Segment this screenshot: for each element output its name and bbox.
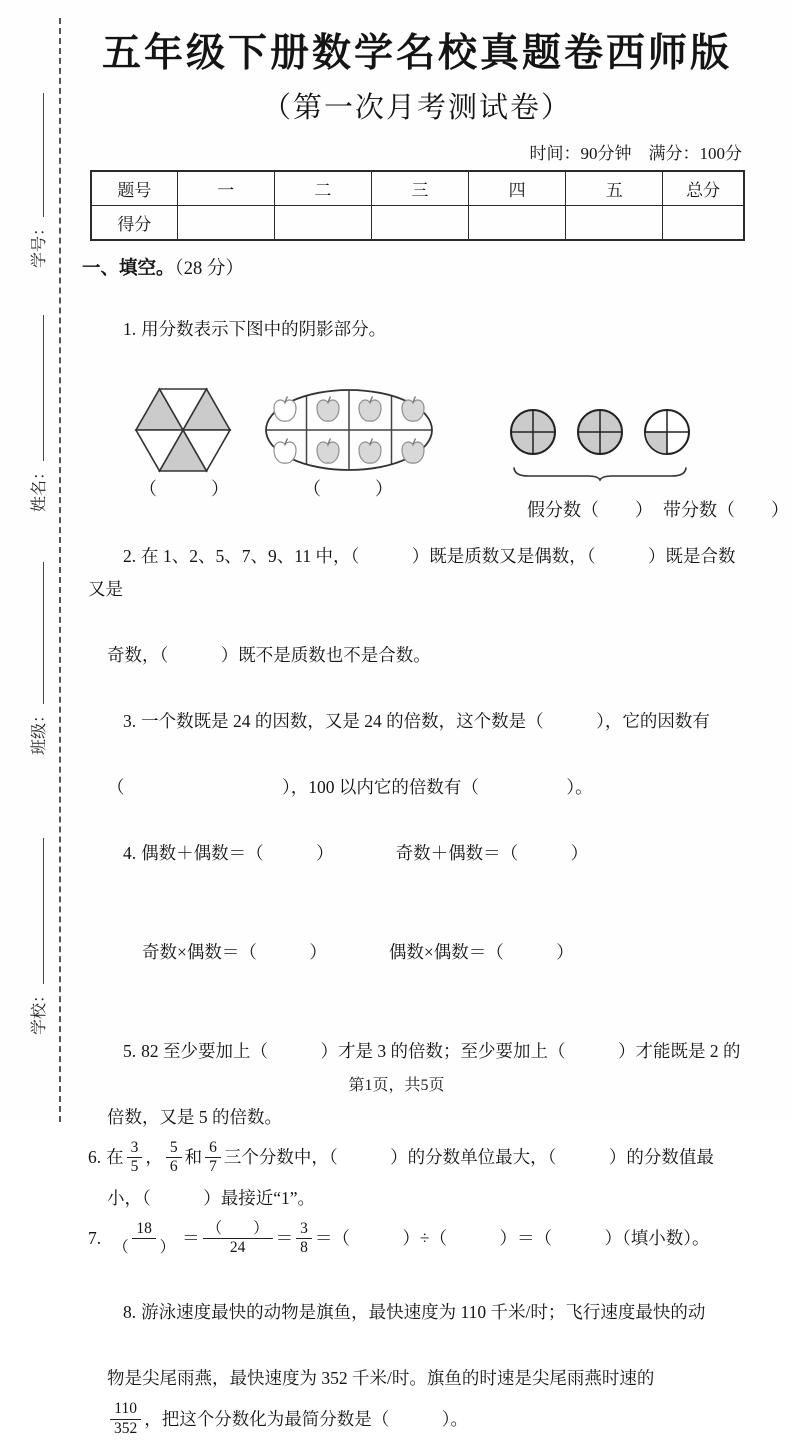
question-5 — [88, 1002, 746, 1134]
fraction-6-7: $\frac{6}{7}$ — [205, 1139, 221, 1177]
student-id-field — [26, 93, 49, 268]
circles-answer-blanks — [482, 475, 789, 543]
improper-fraction-blank: 假分数（ ） — [527, 499, 653, 520]
section-1-heading-score: （28 分） — [174, 258, 244, 279]
school-field — [26, 838, 49, 1035]
question-3-line2: （ ），100 以内它的倍数有（ ）。 — [107, 776, 593, 797]
score-header-part-1: 一 — [177, 171, 274, 206]
question-3-line1: 一个数既是 24 的因数，又是 24 的倍数，这个数是（ ），它的因数有 — [141, 710, 710, 731]
student-id-blank-line — [38, 93, 44, 217]
question-6-pre: 在 — [106, 1147, 124, 1168]
score-cell-1 — [177, 205, 274, 240]
question-4-number: 4. — [123, 842, 137, 863]
school-blank-line — [38, 838, 44, 984]
fraction-5-6: $\frac{5}{6}$ — [166, 1139, 182, 1177]
score-header-total: 总分 — [663, 171, 744, 206]
question-6 — [88, 1134, 746, 1215]
question-8-line1: 游泳速度最快的动物是旗鱼，最快速度为 110 千米/时；飞行速度最快的动 — [141, 1301, 706, 1322]
question-5-number: 5. — [123, 1040, 137, 1061]
question-2-number: 2. — [123, 545, 137, 566]
fold-dashed-line — [59, 18, 61, 1122]
section-1-heading — [82, 254, 746, 280]
student-id-label: 学号： — [31, 219, 48, 268]
score-header-part-5: 五 — [566, 171, 663, 206]
score-header-part-3: 三 — [371, 171, 468, 206]
score-table — [90, 170, 745, 241]
time-and-score-info: 时间：90分钟 满分：100分 — [529, 143, 742, 163]
student-name-blank-line — [38, 315, 44, 461]
score-cell-5 — [566, 205, 663, 240]
question-6-line1-rest: 三个分数中，（ ）的分数单位最大，（ ）的分数值最 — [223, 1147, 714, 1168]
fraction-3-5: $\frac{3}{5}$ — [127, 1139, 143, 1177]
fraction-3-8: $\frac{3}{8}$ — [296, 1220, 312, 1258]
question-6-sep2: 和 — [184, 1147, 203, 1168]
student-name-label: 姓名： — [31, 463, 48, 512]
score-cell-4 — [469, 205, 566, 240]
question-6-number: 6. — [88, 1147, 102, 1168]
question-2-line2: 奇数，（ ）既不是质数也不是合数。 — [107, 644, 431, 665]
quartered-circles-figure — [509, 407, 691, 457]
apple-ellipse-fraction-figure — [264, 388, 434, 472]
question-5-line2: 倍数，又是 5 的倍数。 — [107, 1106, 282, 1127]
question-1-figures — [88, 383, 789, 520]
question-8-number: 8. — [123, 1301, 137, 1322]
class-blank-line — [38, 562, 44, 704]
question-4-line1b: 奇数＋偶数＝（ ） — [395, 842, 589, 863]
question-7-eq1: ＝ — [182, 1228, 200, 1249]
paper-title: 五年级下册数学名校真题卷西师版 — [101, 32, 732, 75]
question-8-line2: 物是尖尾雨燕，最快速度为 352 千米/时。旗鱼的时速是尖尾雨燕时速的 — [107, 1367, 655, 1388]
question-8 — [88, 1263, 746, 1443]
question-1-number: 1. — [123, 318, 137, 339]
hexagon-fraction-figure — [134, 387, 232, 473]
score-table-score-row — [91, 205, 744, 240]
score-row-label: 得分 — [91, 205, 177, 240]
question-6-line2: 小，（ ）最接近“1”。 — [107, 1187, 316, 1208]
score-cell-3 — [371, 205, 468, 240]
question-8-line3-rest: ，把这个分数化为最简分数是（ ）。 — [144, 1408, 468, 1429]
fraction-18-blank: $\frac{18}{( )}$ — [113, 1219, 176, 1257]
question-1-text: 用分数表示下图中的阴影部分。 — [141, 318, 387, 339]
question-4-line2b: 偶数×偶数＝（ ） — [388, 941, 574, 962]
student-name-field — [26, 315, 49, 512]
ellipse-answer-blank: （ ） — [303, 478, 393, 499]
question-5-line1: 82 至少要加上（ ）才是 3 的倍数；至少要加上（ ）才能既是 2 的 — [141, 1040, 741, 1061]
section-1-heading-text: 一、填空。 — [82, 256, 175, 278]
fraction-blank-24: $\frac{( )}{24}$ — [203, 1220, 273, 1258]
page-number: 第1页，共5页 — [348, 1077, 445, 1094]
score-cell-2 — [274, 205, 371, 240]
question-2-line1: 在 1、2、5、7、9、11 中，（ ）既是质数又是偶数，（ ）既是合数又是 — [88, 545, 736, 599]
score-cell-total — [663, 205, 744, 240]
hexagon-answer-blank: （ ） — [139, 478, 229, 499]
school-label: 学校： — [31, 986, 48, 1035]
question-4-line1a: 偶数＋偶数＝（ ） — [141, 842, 334, 863]
score-header-part-4: 四 — [469, 171, 566, 206]
question-7-eq2: ＝ — [275, 1228, 294, 1249]
paper-content — [82, 0, 789, 1443]
score-table-header-row — [91, 171, 744, 206]
score-header-question-no: 题号 — [91, 171, 177, 206]
question-4-line2a: 奇数×偶数＝（ ） — [142, 941, 327, 962]
class-label: 班级： — [31, 706, 48, 755]
question-4 — [88, 804, 746, 1002]
question-6-sep1: ， — [145, 1147, 163, 1168]
question-7-number: 7. — [88, 1228, 102, 1249]
question-3-number: 3. — [123, 710, 137, 731]
fraction-110-352: $\frac{110}{352}$ — [110, 1400, 141, 1438]
score-header-part-2: 二 — [274, 171, 371, 206]
question-7 — [88, 1215, 746, 1263]
mixed-number-blank: 带分数（ ） — [663, 499, 789, 520]
class-field — [26, 562, 49, 755]
question-3 — [88, 672, 746, 804]
question-7-rest: ＝（ ）÷（ ）＝（ ）（填小数）。 — [314, 1228, 710, 1249]
question-1 — [88, 280, 789, 520]
paper-subtitle: （第一次月考测试卷） — [261, 91, 572, 124]
